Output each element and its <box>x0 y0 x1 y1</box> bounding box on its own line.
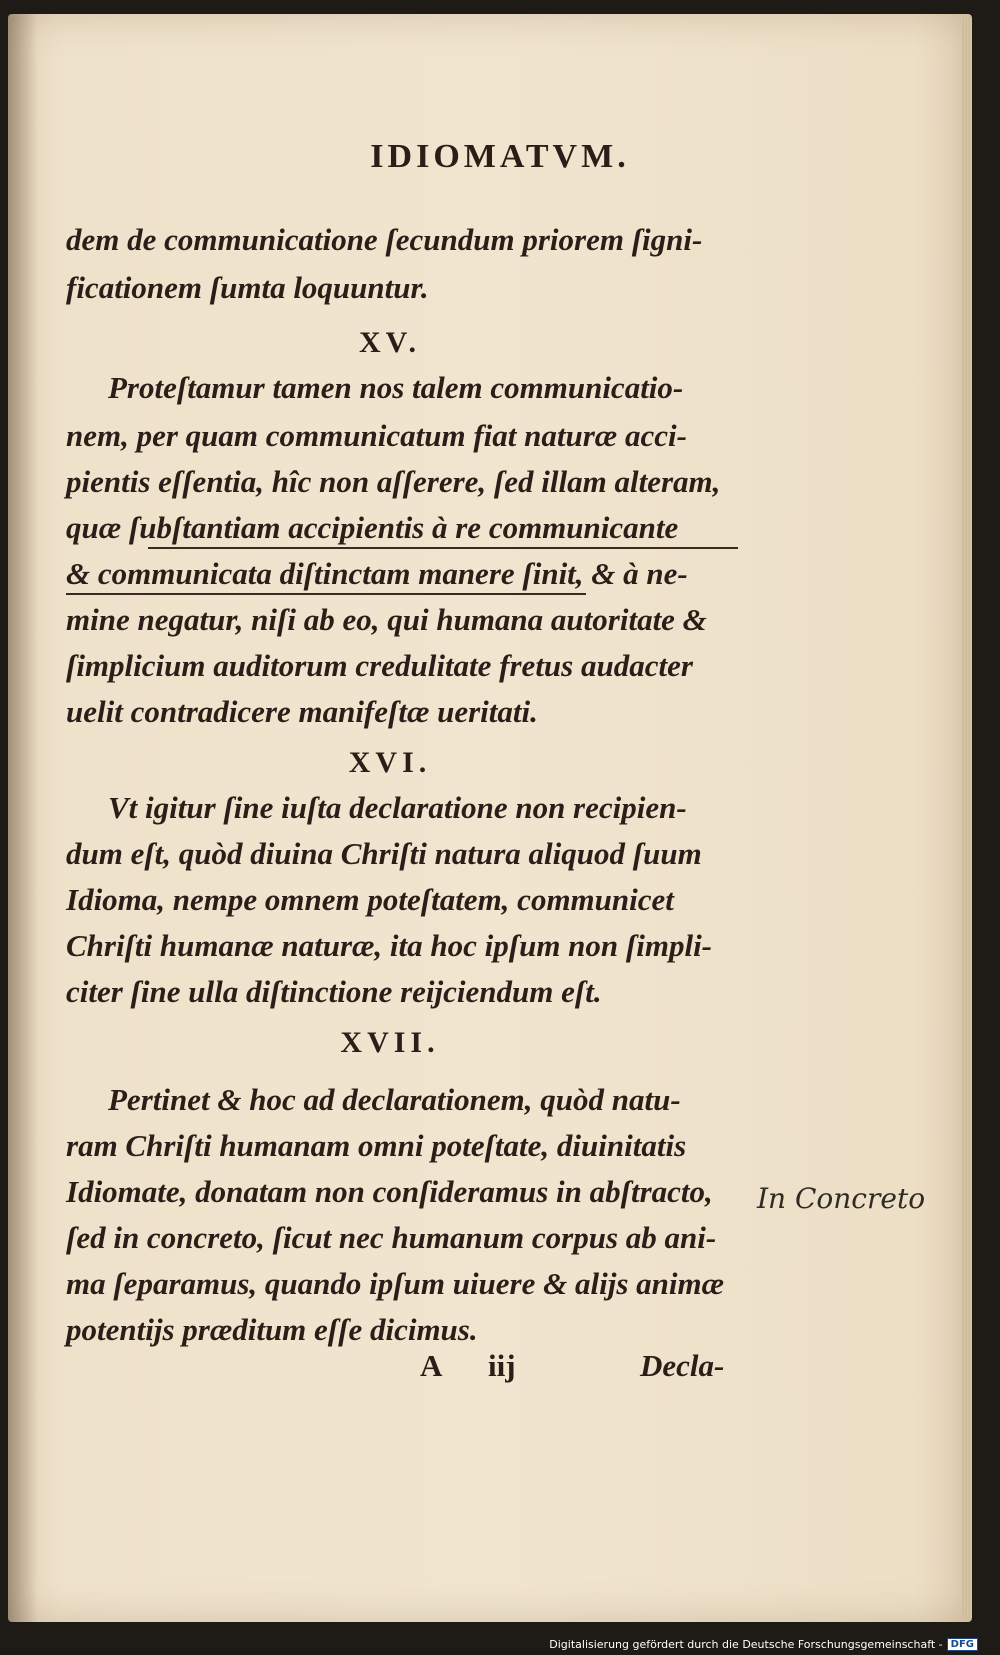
text-line: Vt igitur ſine iuſta declaratione non recipien‑ <box>108 790 687 825</box>
text-line: mine negatur, niſi ab eo, qui humana autoritate & <box>66 602 707 637</box>
text-line: Idioma, nempe omnem poteſtatem, communicet <box>66 882 674 917</box>
section-number: XVI. <box>348 746 432 779</box>
digitization-credit <box>549 1638 978 1651</box>
catchword: Decla‑ <box>640 1348 725 1383</box>
text-line: potentijs præditum eſſe dicimus. <box>66 1312 478 1347</box>
text-line: Pertinet & hoc ad declarationem, quòd natu‑ <box>108 1082 681 1117</box>
text-line: quæ ſubſtantiam accipientis à re communicante <box>66 510 679 545</box>
text-line: dum eſt, quòd diuina Chriſti natura aliquod ſuum <box>66 836 702 871</box>
text-line: dem de communicatione ſecundum priorem ſigni‑ <box>66 222 703 257</box>
text-line: ram Chriſti humanam omni poteſtate, diuinitatis <box>66 1128 687 1163</box>
text-line: ſed in concreto, ſicut nec humanum corpus ab ani‑ <box>66 1220 717 1255</box>
text-line: pientis eſſentia, hîc non aſſerere, ſed illam alteram, <box>66 464 721 499</box>
marginal-note: In Concreto <box>757 1182 926 1215</box>
section-number: XVII. <box>340 1026 440 1059</box>
credit-text: Digitalisierung gefördert durch die Deutsche Forschungsgemeinschaft - <box>549 1638 943 1651</box>
text-line: Chriſti humanæ naturæ, ita hoc ipſum non ſimpli‑ <box>66 928 713 963</box>
text-line: & communicata diſtinctam manere ſinit, & à ne‑ <box>66 556 688 591</box>
spine-shadow <box>8 14 38 1622</box>
text-line: Proteſtamur tamen nos talem communicatio‑ <box>108 370 684 405</box>
text-line: ma ſeparamus, quando ipſum uiuere & alijs animæ <box>66 1266 724 1301</box>
text-line: ficationem ſumta loquuntur. <box>66 270 429 305</box>
signature-mark: A <box>420 1348 443 1383</box>
text-line: uelit contradicere manifeſtæ ueritati. <box>66 694 538 729</box>
text-line: citer ſine ulla diſtinctione reijciendum eſt. <box>66 974 602 1009</box>
running-title: IDIOMATVM. <box>370 138 630 175</box>
signature-number: iij <box>488 1348 516 1383</box>
dfg-logo: DFG <box>947 1638 978 1651</box>
fore-edge <box>962 18 972 1618</box>
text-line: ſimplicium auditorum credulitate fretus audacter <box>66 648 693 683</box>
handwritten-underline <box>66 593 586 595</box>
text-line: Idiomate, donatam non conſideramus in abſtracto, <box>66 1174 713 1209</box>
text-line: nem, per quam communicatum fiat naturæ acci‑ <box>66 418 687 453</box>
section-number: XV. <box>359 326 421 359</box>
handwritten-underline <box>148 547 738 549</box>
